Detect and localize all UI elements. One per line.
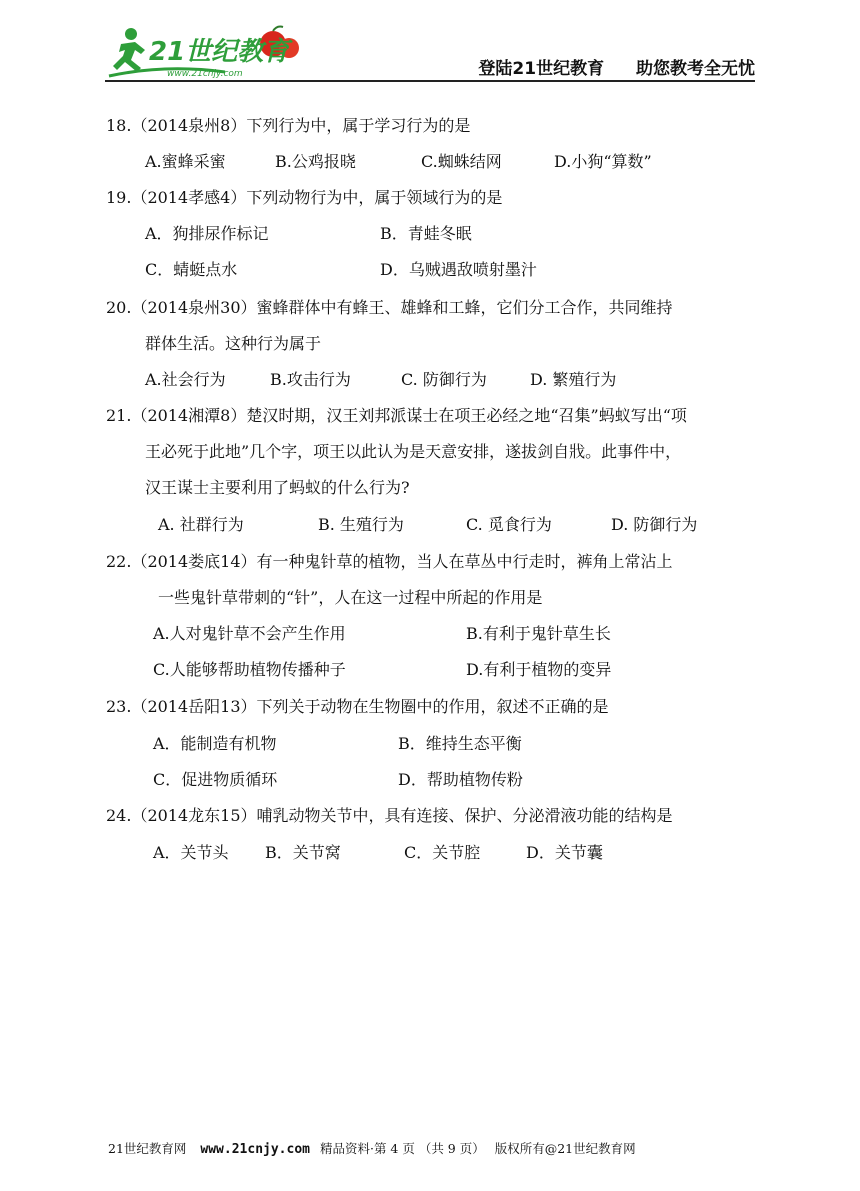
option: B. 生殖行为 xyxy=(318,515,404,534)
svg-text:www.21cnjy.com: www.21cnjy.com xyxy=(167,69,243,79)
page-footer xyxy=(108,1139,636,1157)
option: B.有利于鬼针草生长 xyxy=(466,624,611,643)
svg-text:21世纪教育: 21世纪教育 xyxy=(149,37,290,67)
option: D．乌贼遇敌喷射墨汁 xyxy=(380,260,537,279)
question-stem-continued: 一些鬼针草带刺的“针”，人在这一过程中所起的作用是 xyxy=(158,588,543,607)
footer-page-info: 精品资料·第 4 页 （共 9 页） xyxy=(319,1141,485,1156)
option: B．关节窝 xyxy=(265,843,341,862)
footer-copyright: 版权所有@21世纪教育网 xyxy=(494,1141,636,1156)
site-logo xyxy=(105,20,305,82)
page-header xyxy=(105,20,755,84)
option: A．能制造有机物 xyxy=(153,734,277,753)
option: C．蜻蜓点水 xyxy=(145,260,238,279)
option: A．狗排尿作标记 xyxy=(145,224,269,243)
option: D. 繁殖行为 xyxy=(530,370,617,389)
option: B．青蛙冬眠 xyxy=(380,224,472,243)
option: D．帮助植物传粉 xyxy=(398,770,523,789)
option: A.蜜蜂采蜜 xyxy=(145,152,226,171)
option: A. 社群行为 xyxy=(158,515,244,534)
tagline-left: 登陆21世纪教育 xyxy=(478,59,605,79)
option: D.小狗“算数” xyxy=(554,152,652,171)
option: B.攻击行为 xyxy=(270,370,351,389)
header-tagline xyxy=(478,54,755,79)
option: C．关节腔 xyxy=(404,843,481,862)
question-stem: 20.（2014泉州30）蜜蜂群体中有蜂王、雄蜂和工蜂，它们分工合作，共同维持 xyxy=(106,298,673,317)
question-stem: 18.（2014泉州8）下列行为中，属于学习行为的是 xyxy=(106,116,471,135)
question-stem: 21.（2014湘潭8）楚汉时期，汉王刘邦派谋士在项王必经之地“召集”蚂蚁写出“项 xyxy=(106,406,687,425)
footer-site-link[interactable]: www.21cnjy.com xyxy=(200,1142,310,1157)
question-stem: 19.（2014孝感4）下列动物行为中，属于领域行为的是 xyxy=(106,188,503,207)
question-stem: 23.（2014岳阳13）下列关于动物在生物圈中的作用，叙述不正确的是 xyxy=(106,697,609,716)
question-stem-continued: 群体生活。这种行为属于 xyxy=(145,334,322,353)
option: B.公鸡报晓 xyxy=(275,152,356,171)
option: A．关节头 xyxy=(153,843,229,862)
option: C. 觅食行为 xyxy=(466,515,552,534)
tagline-right: 助您教考全无忧 xyxy=(636,59,755,79)
option: A.人对鬼针草不会产生作用 xyxy=(153,624,346,643)
option: D.有利于植物的变异 xyxy=(466,660,612,679)
footer-site-name: 21世纪教育网 xyxy=(108,1141,187,1156)
option: C.蜘蛛结网 xyxy=(421,152,502,171)
option: D. 防御行为 xyxy=(611,515,698,534)
option: C．促进物质循环 xyxy=(153,770,278,789)
option: D．关节囊 xyxy=(526,843,603,862)
question-stem: 24.（2014龙东15）哺乳动物关节中，具有连接、保护、分泌滑液功能的结构是 xyxy=(106,806,673,825)
option: C. 防御行为 xyxy=(401,370,487,389)
question-stem-continued: 王必死于此地”几个字，项王以此认为是天意安排，遂拔剑自戕。此事件中， xyxy=(145,442,682,461)
option: B．维持生态平衡 xyxy=(398,734,522,753)
option: A.社会行为 xyxy=(145,370,226,389)
question-stem-continued: 汉王谋士主要利用了蚂蚁的什么行为? xyxy=(145,478,410,497)
option: C.人能够帮助植物传播种子 xyxy=(153,660,346,679)
header-divider xyxy=(105,80,755,82)
question-stem: 22.（2014娄底14）有一种鬼针草的植物，当人在草丛中行走时，裤角上常沾上 xyxy=(106,552,673,571)
